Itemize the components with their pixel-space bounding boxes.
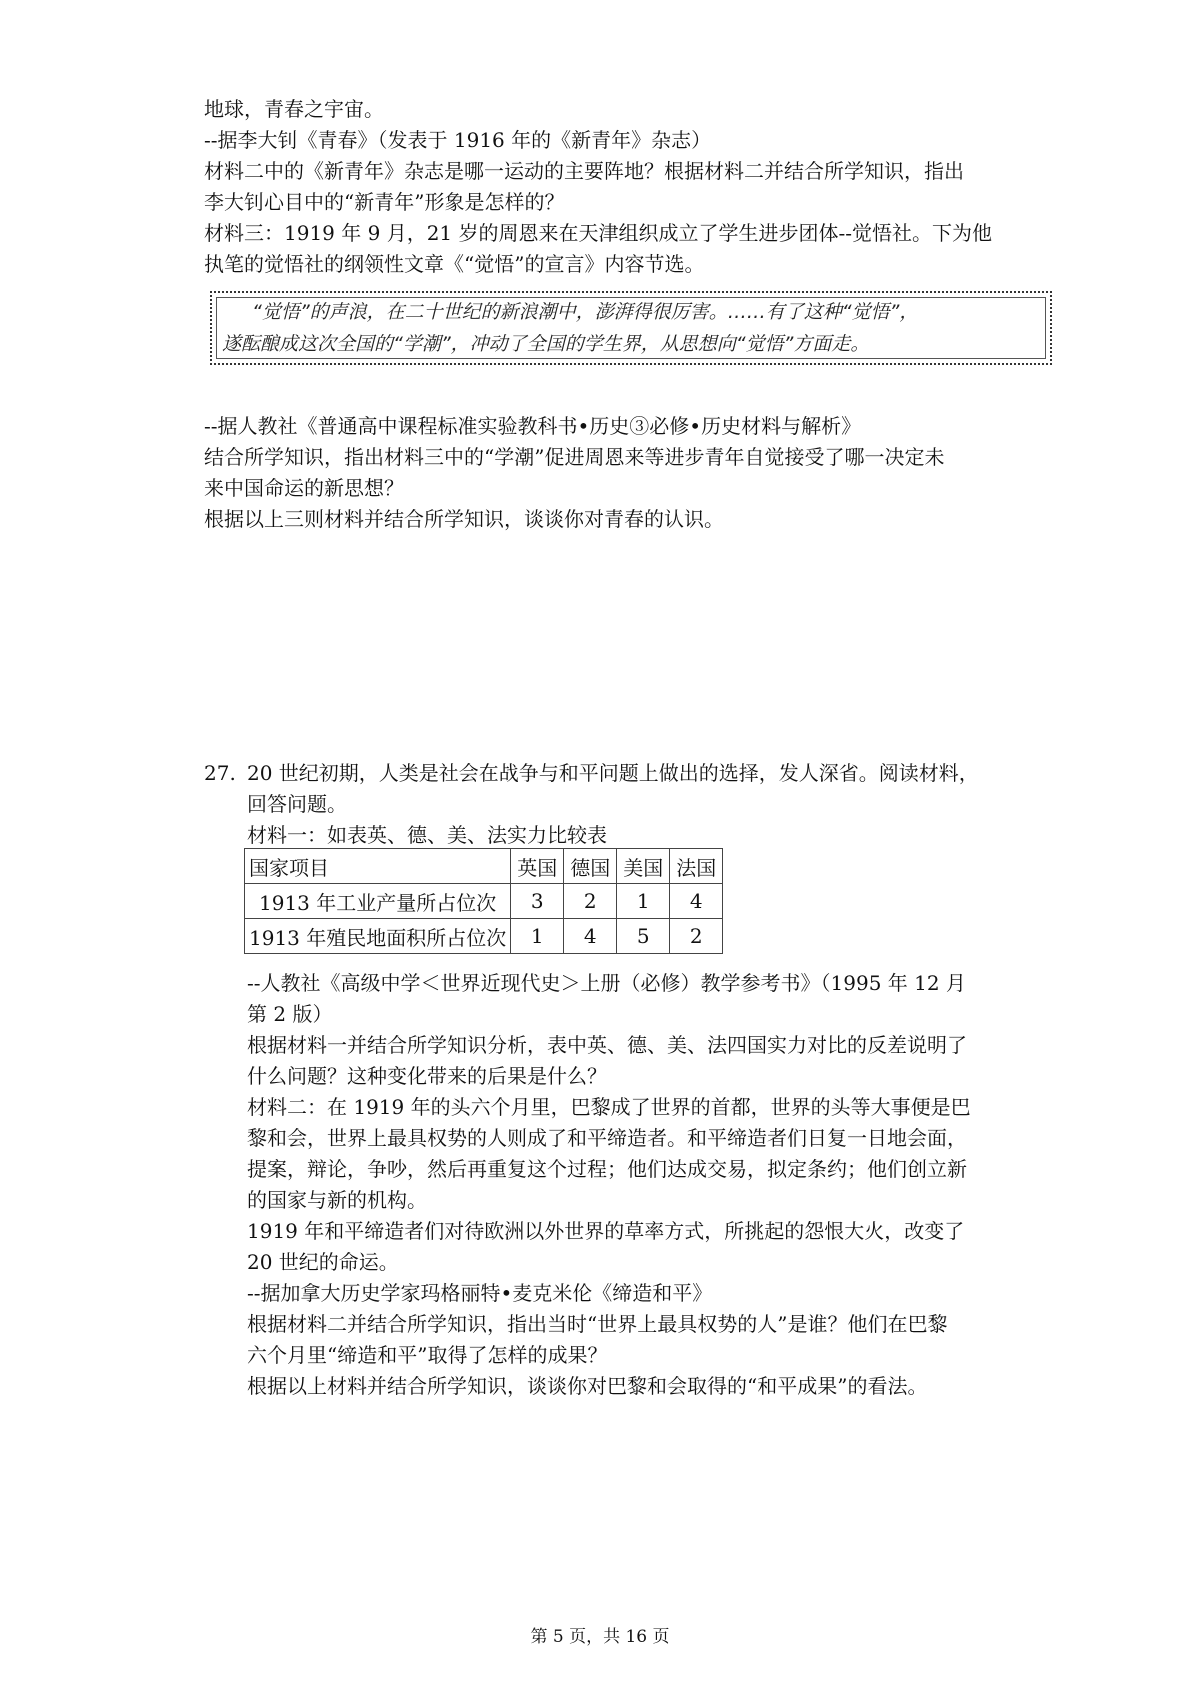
text-line: 1919 年和平缔造者们对待欧洲以外世界的草率方式，所挑起的怨恨大火，改变了	[247, 1219, 965, 1243]
table-cell: 4	[564, 919, 617, 954]
text-line: 李大钊心目中的“新青年”形象是怎样的？	[204, 190, 565, 214]
table-cell: 3	[511, 884, 564, 919]
text-line: 第 2 版）	[247, 1002, 333, 1026]
comparison-table	[244, 848, 723, 954]
text-line: 黎和会，世界上最具权势的人则成了和平缔造者。和平缔造者们日复一日地会面，	[247, 1126, 967, 1150]
text-line: 六个月里“缔造和平”取得了怎样的成果？	[247, 1343, 608, 1367]
text-line: --据人教社《普通高中课程标准实验教科书•历史③必修•历史材料与解析》	[204, 414, 862, 438]
text-line: --据加拿大历史学家玛格丽特•麦克米伦《缔造和平》	[247, 1281, 713, 1305]
table-cell: 2	[564, 884, 617, 919]
table-cell: 1913 年工业产量所占位次	[245, 884, 511, 919]
text-line: 执笔的觉悟社的纲领性文章《“觉悟”的宣言》内容节选。	[204, 252, 705, 276]
text-line: 材料二中的《新青年》杂志是哪一运动的主要阵地？根据材料二并结合所学知识，指出	[204, 159, 964, 183]
table-cell: 国家项目	[245, 849, 511, 884]
quote-line: 遂酝酿成这次全国的“学潮”，冲动了全国的学生界，从思想向“觉悟”方面走。	[222, 333, 870, 355]
table-cell: 美国	[617, 849, 670, 884]
text-line: 根据材料一并结合所学知识分析，表中英、德、美、法四国实力对比的反差说明了	[247, 1033, 967, 1057]
text-line: 来中国命运的新思想？	[204, 476, 404, 500]
table-row	[245, 919, 723, 954]
question-number: 27.	[204, 761, 236, 785]
text-line: 材料三：1919 年 9 月，21 岁的周恩来在天津组织成立了学生进步团体--觉悟社。下为他	[204, 221, 993, 245]
text-line: 材料二：在 1919 年的头六个月里，巴黎成了世界的首都，世界的头等大事便是巴	[247, 1095, 971, 1119]
text-line: 结合所学知识，指出材料三中的“学潮”促进周恩来等进步青年自觉接受了哪一决定未	[204, 445, 945, 469]
text-line: --人教社《高级中学＜世界近现代史＞上册（必修）教学参考书》（1995 年 12 月	[247, 971, 966, 995]
text-line: 地球，青春之宇宙。	[204, 97, 384, 121]
quote-line: “觉悟”的声浪，在二十世纪的新浪潮中，澎湃得很厉害。……有了这种“觉悟”，	[252, 301, 919, 323]
text-line: 20 世纪初期，人类是社会在战争与和平问题上做出的选择，发人深省。阅读材料，	[247, 761, 979, 785]
table-cell: 4	[670, 884, 723, 919]
table-cell: 2	[670, 919, 723, 954]
text-line: 提案，辩论，争吵，然后再重复这个过程；他们达成交易，拟定条约；他们创立新	[247, 1157, 967, 1181]
text-line: 根据以上材料并结合所学知识，谈谈你对巴黎和会取得的“和平成果”的看法。	[247, 1374, 928, 1398]
table-row	[245, 884, 723, 919]
text-line: 的国家与新的机构。	[247, 1188, 427, 1212]
text-line: 20 世纪的命运。	[247, 1250, 399, 1274]
quote-box	[210, 291, 1052, 365]
table-cell: 英国	[511, 849, 564, 884]
table-cell: 法国	[670, 849, 723, 884]
text-line: 材料一：如表英、德、美、法实力比较表	[247, 823, 607, 847]
table-cell: 德国	[564, 849, 617, 884]
table-cell: 5	[617, 919, 670, 954]
text-line: 根据材料二并结合所学知识，指出当时“世界上最具权势的人”是谁？他们在巴黎	[247, 1312, 948, 1336]
text-line: 什么问题？这种变化带来的后果是什么？	[247, 1064, 607, 1088]
text-line: --据李大钊《青春》（发表于 1916 年的《新青年》杂志）	[204, 128, 712, 152]
table-header-row	[245, 849, 723, 884]
text-line: 回答问题。	[247, 792, 347, 816]
table-cell: 1913 年殖民地面积所占位次	[245, 919, 511, 954]
page-footer: 第 5 页，共 16 页	[530, 1627, 670, 1647]
text-line: 根据以上三则材料并结合所学知识，谈谈你对青春的认识。	[204, 507, 724, 531]
table-cell: 1	[511, 919, 564, 954]
table-cell: 1	[617, 884, 670, 919]
